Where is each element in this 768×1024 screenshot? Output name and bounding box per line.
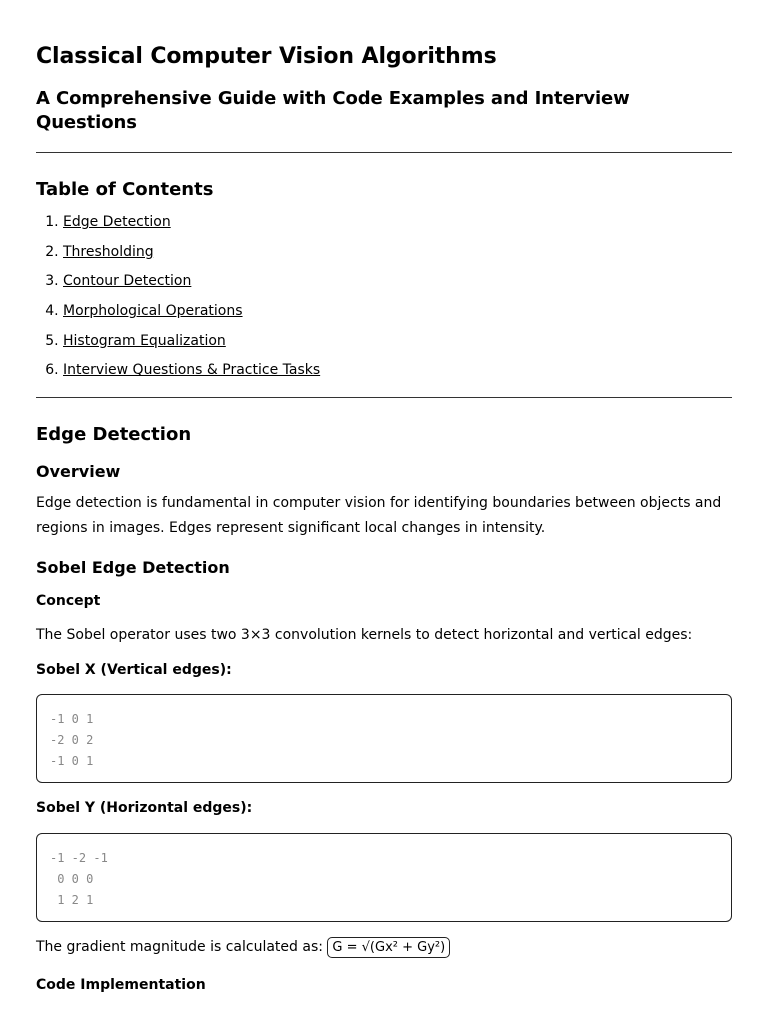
toc-item bbox=[63, 241, 732, 271]
code-implementation-heading: Code Implementation bbox=[36, 977, 206, 994]
toc-link-thresholding[interactable]: Thresholding bbox=[63, 243, 154, 260]
table-of-contents bbox=[36, 211, 732, 389]
sobel-y-label: Sobel Y (Horizontal edges): bbox=[36, 800, 253, 817]
toc-item bbox=[63, 300, 732, 330]
document-title: Classical Computer Vision Algorithms bbox=[36, 44, 497, 69]
concept-paragraph: The Sobel operator uses two 3×3 convolution kernels to detect horizontal and vertical edges: bbox=[36, 627, 693, 644]
gradient-paragraph bbox=[36, 935, 732, 960]
divider bbox=[36, 397, 732, 398]
toc-item bbox=[63, 211, 732, 241]
toc-link-morphological-operations[interactable]: Morphological Operations bbox=[63, 303, 243, 320]
divider bbox=[36, 152, 732, 153]
gradient-text: The gradient magnitude is calculated as: bbox=[36, 939, 323, 956]
toc-link-histogram-equalization[interactable]: Histogram Equalization bbox=[63, 332, 226, 349]
toc-link-edge-detection[interactable]: Edge Detection bbox=[63, 214, 171, 230]
toc-item bbox=[63, 359, 732, 389]
overview-heading: Overview bbox=[36, 462, 121, 482]
toc-heading: Table of Contents bbox=[36, 179, 214, 200]
sobel-x-kernel-code-block: -1 0 1 -2 0 2 -1 0 1 bbox=[36, 694, 732, 783]
overview-paragraph: Edge detection is fundamental in computer vision for identifying boundaries between objects and regions in images. Edges represent significant local changes in intensity. bbox=[36, 495, 722, 537]
gradient-formula: G = √(Gx² + Gy²) bbox=[327, 937, 450, 958]
sobel-heading: Sobel Edge Detection bbox=[36, 558, 230, 578]
concept-heading: Concept bbox=[36, 593, 101, 610]
toc-item bbox=[63, 270, 732, 300]
toc-link-interview-questions[interactable]: Interview Questions & Practice Tasks bbox=[63, 362, 321, 379]
toc-link-contour-detection[interactable]: Contour Detection bbox=[63, 273, 192, 290]
sobel-x-label: Sobel X (Vertical edges): bbox=[36, 662, 232, 679]
document-subtitle: A Comprehensive Guide with Code Examples and Interview Questions bbox=[36, 88, 630, 133]
sobel-y-kernel-code-block: -1 -2 -1 0 0 0 1 2 1 bbox=[36, 833, 732, 922]
section-heading-edge-detection: Edge Detection bbox=[36, 424, 192, 446]
toc-item bbox=[63, 330, 732, 360]
